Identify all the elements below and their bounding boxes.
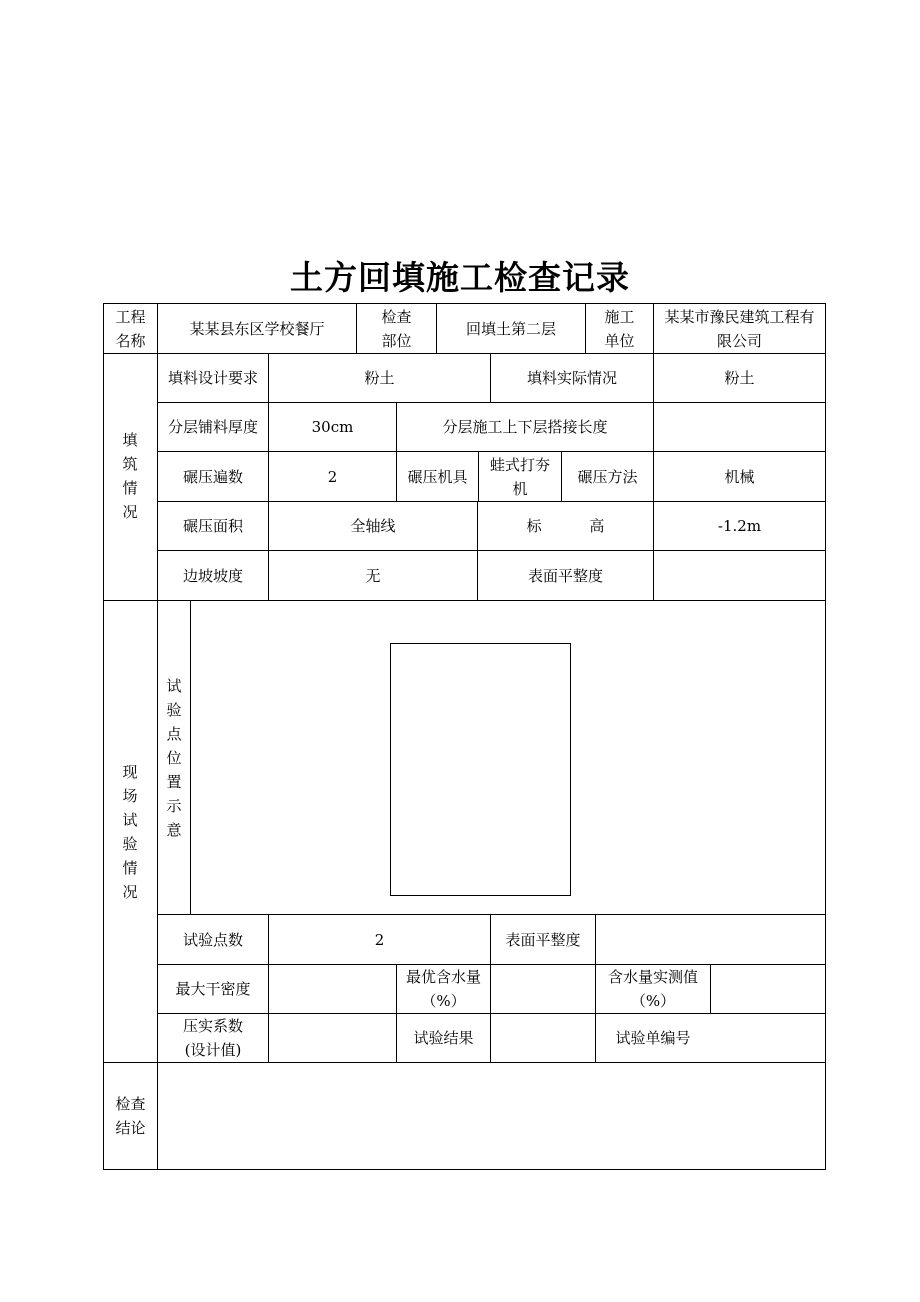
layer-thickness-label: 分层铺料厚度 (167, 418, 258, 436)
slope-value: 无 (365, 566, 381, 585)
report-no-value (711, 1014, 825, 1062)
contractor-label: 施工 单位 (604, 307, 635, 350)
design-req-value: 粉土 (364, 369, 395, 387)
result-label: 试验结果 (413, 1029, 474, 1047)
inspect-part-value: 回填土第二层 (465, 319, 556, 338)
flatness-label: 表面平整度 (527, 566, 603, 585)
contractor-value: 某某市豫民建筑工程有 限公司 (664, 307, 815, 350)
passes-value: 2 (327, 467, 338, 486)
actual-value: 粉土 (724, 369, 755, 387)
method-value: 机械 (724, 467, 755, 486)
test-flatness-value (596, 915, 825, 964)
conclusion-value (158, 1063, 825, 1169)
machine-value: 蛙式打夯 机 (489, 455, 550, 498)
result-value (491, 1014, 595, 1062)
area-label: 碾压面积 (182, 517, 243, 535)
overlap-value (654, 403, 825, 451)
project-name-label: 工程 名称 (115, 307, 146, 350)
page-title: 土方回填施工检查记录 (290, 258, 630, 297)
report-no-label: 试验单编号 (615, 1029, 691, 1047)
opt-moisture-value (491, 965, 595, 1013)
compaction-label: 压实系数 (设计值) (182, 1017, 243, 1059)
test-flatness-label: 表面平整度 (505, 930, 581, 949)
passes-label: 碾压遍数 (182, 467, 243, 486)
method-label: 碾压方法 (577, 467, 638, 486)
area-value: 全轴线 (350, 517, 396, 535)
inspect-part-label: 检查 部位 (381, 307, 412, 350)
elevation-label: 标 高 (526, 517, 605, 535)
project-name-value: 某某县东区学校餐厅 (189, 319, 325, 338)
points-value: 2 (374, 930, 385, 949)
actual-label: 填料实际情况 (526, 369, 617, 387)
opt-moisture-label: 最优含水量 （%） (405, 968, 481, 1010)
test-point-diagram (390, 643, 571, 896)
slope-label: 边坡坡度 (182, 566, 243, 585)
machine-label: 碾压机具 (407, 467, 468, 486)
measured-moisture-label: 含水量实测值 （%） (607, 968, 698, 1010)
conclusion-label: 检查 结论 (115, 1095, 146, 1137)
max-density-label: 最大干密度 (175, 980, 251, 998)
diagram-label: 试 验 点 位 置 示 意 (166, 677, 182, 839)
points-label: 试验点数 (182, 930, 243, 949)
measured-moisture-value (711, 965, 825, 1013)
compaction-value (269, 1014, 396, 1062)
elevation-value: -1.2m (717, 517, 762, 535)
overlap-label: 分层施工上下层搭接长度 (442, 418, 608, 436)
fill-section-label: 填 筑 情 况 (122, 431, 138, 521)
max-density-value (269, 965, 396, 1013)
test-section-label: 现 场 试 验 情 况 (122, 763, 138, 901)
flatness-value (654, 551, 825, 600)
design-req-label: 填料设计要求 (167, 369, 258, 387)
layer-thickness-value: 30cm (311, 418, 354, 436)
